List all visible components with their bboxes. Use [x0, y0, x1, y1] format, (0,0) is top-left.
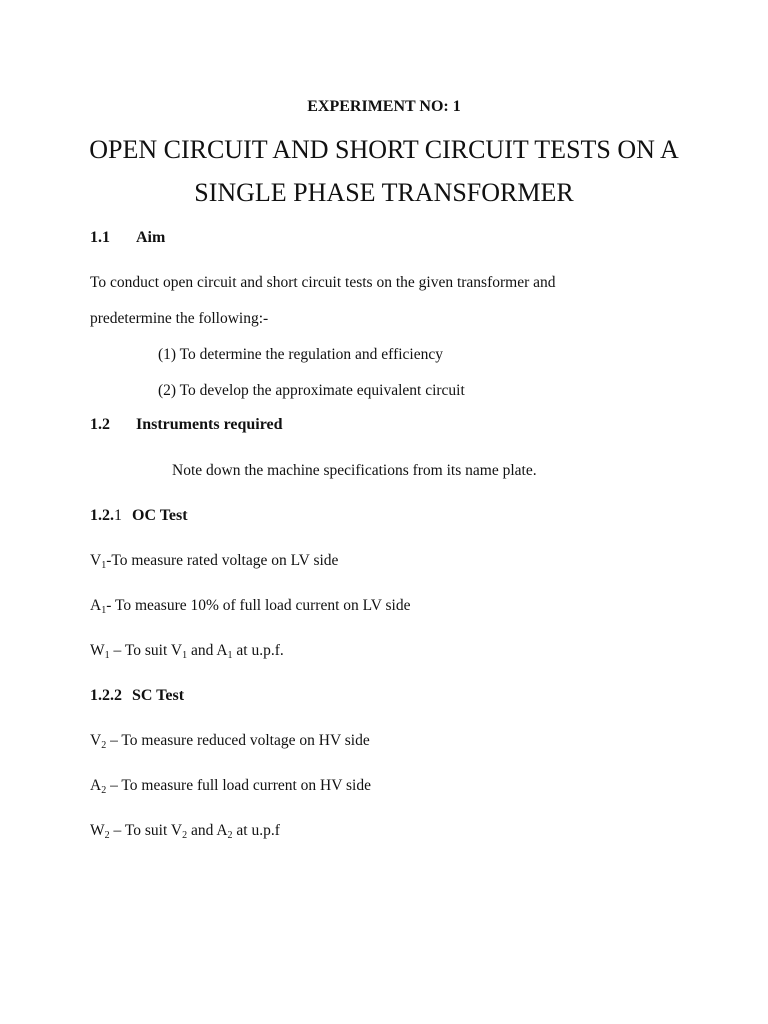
oc-a-symbol: A — [90, 597, 102, 614]
experiment-number: EXPERIMENT NO: 1 — [307, 98, 461, 115]
instruments-section-number: 1.2 — [90, 416, 110, 433]
sc-w-text-3: at u.p.f — [232, 822, 280, 839]
sc-ammeter-line — [90, 778, 371, 794]
oc-v-text: -To measure rated voltage on LV side — [106, 552, 339, 569]
aim-section-number: 1.1 — [90, 229, 110, 246]
instruments-heading: Instruments required — [136, 416, 283, 433]
sc-a-text: – To measure full load current on HV side — [106, 777, 371, 794]
oc-w-subscript-3: 1 — [227, 650, 233, 661]
sc-w-subscript-2: 2 — [182, 830, 188, 841]
oc-w-subscript-2: 1 — [182, 650, 188, 661]
oc-voltmeter-line — [90, 553, 338, 569]
sc-a-symbol: A — [90, 777, 102, 794]
oc-w-text-1: – To suit V — [109, 642, 183, 659]
aim-item-2: (2) To develop the approximate equivalent circuit — [158, 382, 465, 399]
aim-text-line-2: predetermine the following:- — [90, 310, 269, 327]
oc-test-number-suffix: 1 — [114, 507, 122, 524]
aim-heading: Aim — [136, 229, 166, 246]
oc-a-text: - To measure 10% of full load current on LV side — [106, 597, 411, 614]
aim-item-1: (1) To determine the regulation and efficiency — [158, 346, 443, 363]
sc-test-heading-row — [90, 688, 184, 704]
sc-test-heading: SC Test — [132, 687, 185, 704]
aim-text-line-1: To conduct open circuit and short circuit tests on the given transformer and — [90, 274, 556, 291]
oc-wattmeter-line — [90, 643, 284, 659]
sc-w-text-1: – To suit V — [109, 822, 183, 839]
oc-ammeter-line — [90, 598, 410, 614]
sc-v-subscript: 2 — [101, 740, 107, 751]
oc-w-text-2: and A — [187, 642, 228, 659]
oc-test-heading: OC Test — [132, 507, 188, 524]
title-line-1: OPEN CIRCUIT AND SHORT CIRCUIT TESTS ON A — [89, 135, 679, 164]
sc-w-symbol: W — [90, 822, 105, 839]
sc-w-subscript: 2 — [104, 830, 110, 841]
oc-v-symbol: V — [90, 552, 102, 569]
sc-v-symbol: V — [90, 732, 102, 749]
oc-test-heading-row — [90, 508, 188, 524]
title-line-2: SINGLE PHASE TRANSFORMER — [194, 178, 574, 207]
sc-w-text-2: and A — [187, 822, 228, 839]
sc-test-number: 1.2.2 — [90, 687, 122, 704]
sc-voltmeter-line — [90, 733, 370, 749]
oc-w-subscript: 1 — [104, 650, 110, 661]
sc-w-subscript-3: 2 — [227, 830, 233, 841]
oc-test-number: 1.2. — [90, 507, 114, 524]
sc-v-text: – To measure reduced voltage on HV side — [106, 732, 370, 749]
oc-w-symbol: W — [90, 642, 105, 659]
sc-wattmeter-line — [90, 823, 280, 839]
oc-a-subscript: 1 — [101, 605, 107, 616]
oc-v-subscript: 1 — [101, 560, 107, 571]
sc-a-subscript: 2 — [101, 785, 107, 796]
instruments-note: Note down the machine specifications from its name plate. — [172, 462, 537, 479]
oc-w-text-3: at u.p.f. — [232, 642, 284, 659]
